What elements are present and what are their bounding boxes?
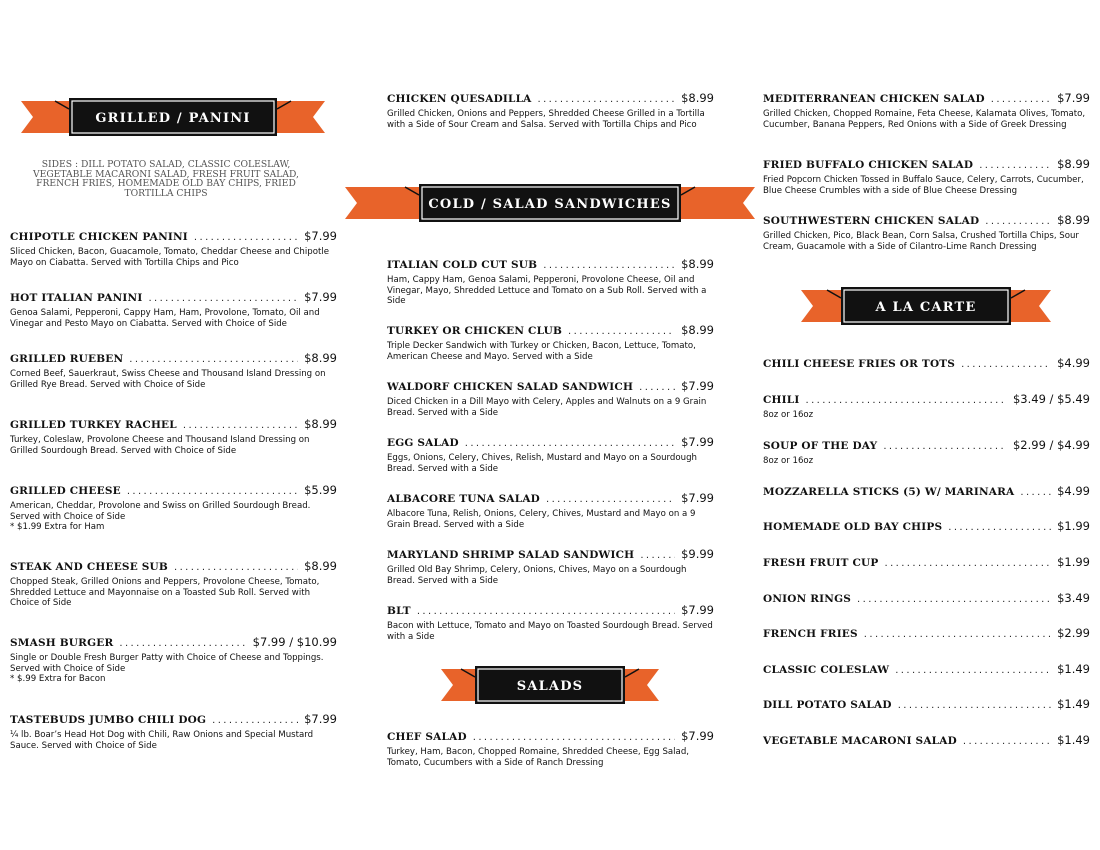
item-name: FRESH FRUIT CUP — [763, 557, 879, 569]
menu-item-header — [10, 290, 337, 304]
dot-leader — [991, 94, 1051, 105]
menu-item — [763, 733, 1090, 747]
item-description: Chopped Steak, Grilled Onions and Peppers, Provolone Cheese, Tomato, Shredded Lettuce and Mayonnaise on a Toasted Sub Roll. Served with Choice of Side — [10, 577, 320, 609]
menu-item-header — [10, 559, 337, 573]
menu-item-header — [387, 547, 714, 561]
item-name: TASTEBUDS JUMBO CHILI DOG — [10, 714, 207, 726]
item-name: CHILI — [763, 394, 800, 406]
menu-item-header — [763, 519, 1090, 533]
section-banner — [21, 97, 325, 137]
item-name: SOUP OF THE DAY — [763, 440, 878, 452]
dot-leader — [979, 160, 1051, 171]
item-name: CHEF SALAD — [387, 731, 467, 743]
dot-leader — [129, 354, 298, 365]
dot-leader — [546, 494, 675, 505]
item-description: Fried Popcorn Chicken Tossed in Buffalo Sauce, Celery, Carrots, Cucumber, Blue Cheese Crumbles with a side of Blue Cheese Dressing — [763, 175, 1084, 196]
menu-item — [763, 157, 1090, 196]
ribbon-graphic — [21, 97, 325, 137]
ribbon-right-tail — [1005, 290, 1051, 322]
dot-leader — [465, 438, 675, 449]
item-name: CHIPOTLE CHICKEN PANINI — [10, 231, 188, 243]
item-price: $9.99 — [681, 547, 714, 561]
dot-leader — [119, 638, 246, 649]
menu-item-header — [763, 392, 1090, 406]
menu-item-header — [387, 257, 714, 271]
menu-item — [10, 483, 337, 533]
menu-item — [387, 435, 714, 474]
dot-leader — [898, 700, 1051, 711]
menu-item — [763, 697, 1090, 711]
item-name: STEAK AND CHEESE SUB — [10, 561, 168, 573]
item-name: HOMEMADE OLD BAY CHIPS — [763, 521, 943, 533]
menu-item — [763, 626, 1090, 640]
menu-item — [387, 603, 714, 642]
dot-leader — [148, 293, 298, 304]
section-banner — [801, 286, 1051, 326]
item-price: $1.49 — [1057, 733, 1090, 747]
item-description: Bacon with Lettuce, Tomato and Mayo on Toasted Sourdough Bread. Served with a Side — [387, 621, 713, 642]
item-price: $7.99 — [304, 229, 337, 243]
item-description: Triple Decker Sandwich with Turkey or Chicken, Bacon, Lettuce, Tomato, American Cheese and Mayo. Served with a Side — [387, 341, 696, 362]
ribbon-graphic — [345, 183, 755, 223]
item-name: SMASH BURGER — [10, 637, 114, 649]
menu-item — [763, 555, 1090, 569]
menu-item — [763, 484, 1090, 498]
menu-item-header — [387, 491, 714, 505]
dot-leader — [473, 732, 675, 743]
dot-leader — [963, 736, 1051, 747]
item-price: $1.49 — [1057, 662, 1090, 676]
dot-leader — [961, 359, 1051, 370]
item-price: $1.99 — [1057, 555, 1090, 569]
item-price: $3.49 — [1057, 591, 1090, 605]
item-price: $7.99 — [681, 379, 714, 393]
dot-leader — [805, 395, 1006, 406]
item-price: $8.99 — [304, 417, 337, 431]
menu-item-header — [387, 323, 714, 337]
menu-item — [387, 323, 714, 362]
item-name: CLASSIC COLESLAW — [763, 664, 890, 676]
item-price: $8.99 — [304, 351, 337, 365]
section-banner — [345, 183, 755, 223]
item-description: Genoa Salami, Pepperoni, Cappy Ham, Ham, Provolone, Tomato, Oil and Vinegar and Pesto Mayo on Ciabatta. Served with Choice of Side — [10, 308, 320, 329]
dot-leader — [985, 216, 1051, 227]
item-name: MARYLAND SHRIMP SALAD SANDWICH — [387, 549, 635, 561]
menu-item — [387, 257, 714, 307]
menu-item — [763, 91, 1090, 130]
ribbon-graphic — [441, 665, 659, 705]
item-description: 8oz or 16oz — [763, 410, 814, 420]
item-description: Corned Beef, Sauerkraut, Swiss Cheese and Thousand Island Dressing on Grilled Rye Bread. Served with Choice of Side — [10, 369, 326, 390]
dot-leader — [183, 420, 298, 431]
menu-item — [763, 591, 1090, 605]
ribbon-right-tail — [271, 101, 325, 133]
menu-item-header — [10, 483, 337, 497]
item-description: Diced Chicken in a Dill Mayo with Celery, Apples and Walnuts on a 9 Grain Bread. Served with a Side — [387, 397, 707, 418]
item-name: GRILLED CHEESE — [10, 485, 121, 497]
dot-leader — [538, 94, 676, 105]
item-name: VEGETABLE MACARONI SALAD — [763, 735, 957, 747]
dot-leader — [1020, 487, 1051, 498]
item-price: $8.99 — [1057, 157, 1090, 171]
menu-item — [10, 290, 337, 329]
dot-leader — [568, 326, 675, 337]
item-note: * $.99 Extra for Bacon — [10, 674, 106, 685]
item-price: $8.99 — [681, 91, 714, 105]
item-description: Sliced Chicken, Bacon, Guacamole, Tomato, Cheddar Cheese and Chipotle Mayo on Ciabatta. Served with Tortilla Chips and Pico — [10, 247, 329, 268]
menu-item-header — [763, 213, 1090, 227]
item-description: Grilled Chicken, Onions and Peppers, Shredded Cheese Grilled in a Tortilla with a Side of Sour Cream and Salsa. Served with Tortilla Chips and Pico — [387, 109, 705, 130]
item-note: * $1.99 Extra for Ham — [10, 522, 105, 533]
menu-item-header — [10, 635, 337, 649]
menu-item-header — [763, 555, 1090, 569]
item-price: $2.99 / $4.99 — [1012, 438, 1090, 452]
item-description: Turkey, Ham, Bacon, Chopped Romaine, Shredded Cheese, Egg Salad, Tomato, Cucumbers with a Side of Ranch Dressing — [387, 747, 690, 768]
item-name: FRIED BUFFALO CHICKEN SALAD — [763, 159, 974, 171]
menu-item-header — [387, 729, 714, 743]
item-price: $4.99 — [1057, 356, 1090, 370]
item-price: $3.49 / $5.49 — [1012, 392, 1090, 406]
dot-leader — [543, 260, 675, 271]
menu-item-header — [763, 626, 1090, 640]
item-price: $4.99 — [1057, 484, 1090, 498]
dot-leader — [417, 606, 675, 617]
menu-item — [10, 417, 337, 456]
item-price: $7.99 — [681, 603, 714, 617]
menu-item-header — [763, 591, 1090, 605]
item-name: CHILI CHEESE FRIES OR TOTS — [763, 358, 956, 370]
item-description: 8oz or 16oz — [763, 456, 814, 466]
menu-item — [763, 356, 1090, 370]
item-name: TURKEY OR CHICKEN CLUB — [387, 325, 563, 337]
item-price: $8.99 — [681, 257, 714, 271]
item-description: Eggs, Onions, Celery, Chives, Relish, Mustard and Mayo on a Sourdough Bread. Served with a Side — [387, 453, 697, 474]
menu-item-header — [763, 697, 1090, 711]
menu-item-header — [387, 379, 714, 393]
dot-leader — [884, 558, 1051, 569]
menu-item — [763, 392, 1090, 421]
section-title: SALADS — [516, 679, 584, 694]
dot-leader — [864, 629, 1051, 640]
dot-leader — [857, 594, 1051, 605]
item-name: GRILLED TURKEY RACHEL — [10, 419, 177, 431]
menu-item-header — [763, 356, 1090, 370]
menu-item — [387, 91, 714, 130]
menu-item-header — [387, 435, 714, 449]
ribbon-left-tail — [801, 290, 847, 322]
menu-item-header — [763, 484, 1090, 498]
menu-item — [10, 559, 337, 609]
item-price: $7.99 — [681, 729, 714, 743]
menu-item-header — [10, 229, 337, 243]
menu-item-header — [763, 733, 1090, 747]
item-name: DILL POTATO SALAD — [763, 699, 892, 711]
item-price: $7.99 / $10.99 — [252, 635, 337, 649]
dot-leader — [895, 665, 1051, 676]
item-description: Grilled Chicken, Chopped Romaine, Feta Cheese, Kalamata Olives, Tomato, Cucumber, Banana Peppers, Red Onions with a Side of Greek Dressing — [763, 109, 1086, 130]
item-description: Grilled Chicken, Pico, Black Bean, Corn Salsa, Crushed Tortilla Chips, Sour Cream, Guacamole with a Side of Cilantro-Lime Ranch Dressing — [763, 231, 1079, 252]
menu-item — [387, 491, 714, 530]
item-price: $7.99 — [304, 290, 337, 304]
item-price: $7.99 — [681, 435, 714, 449]
item-description: Grilled Old Bay Shrimp, Celery, Onions, Chives, Mayo on a Sourdough Bread. Served with a Side — [387, 565, 687, 586]
menu-item-header — [763, 662, 1090, 676]
menu-item-header — [10, 417, 337, 431]
dot-leader — [127, 486, 298, 497]
item-price: $7.99 — [1057, 91, 1090, 105]
menu-item-header — [763, 438, 1090, 452]
menu-item-header — [387, 91, 714, 105]
section-banner — [441, 665, 659, 705]
menu-item — [387, 379, 714, 418]
section-title: GRILLED / PANINI — [95, 111, 251, 126]
item-name: MOZZARELLA STICKS (5) W/ MARINARA — [763, 486, 1015, 498]
item-price: $1.99 — [1057, 519, 1090, 533]
item-description: ¼ lb. Boar’s Head Hot Dog with Chili, Raw Onions and Special Mustard Sauce. Served with Choice of Side — [10, 730, 314, 751]
dot-leader — [194, 232, 298, 243]
menu-item — [763, 662, 1090, 676]
menu-item — [763, 438, 1090, 467]
ribbon-graphic — [801, 286, 1051, 326]
item-name: CHICKEN QUESADILLA — [387, 93, 532, 105]
item-price: $7.99 — [304, 712, 337, 726]
item-name: WALDORF CHICKEN SALAD SANDWICH — [387, 381, 634, 393]
item-name: EGG SALAD — [387, 437, 459, 449]
dot-leader — [639, 382, 675, 393]
menu-item — [387, 729, 714, 768]
item-description: Ham, Cappy Ham, Genoa Salami, Pepperoni, Provolone Cheese, Oil and Vinegar, Mayo, Shredded Lettuce and Tomato on a Sub Roll. Served with a Side — [387, 275, 707, 307]
item-price: $1.49 — [1057, 697, 1090, 711]
menu-item — [10, 229, 337, 268]
menu-item-header — [10, 712, 337, 726]
menu-item — [10, 635, 337, 685]
item-price: $2.99 — [1057, 626, 1090, 640]
menu-item-header — [763, 157, 1090, 171]
sides-note: SIDES : DILL POTATO SALAD, CLASSIC COLESLAW, VEGETABLE MACARONI SALAD, FRESH FRUIT SALAD, FRENCH FRIES, HOMEMADE OLD BAY CHIPS, FRIED TORTILLA CHIPS — [33, 159, 299, 199]
dot-leader — [174, 562, 298, 573]
menu-item-header — [387, 603, 714, 617]
dot-leader — [212, 715, 298, 726]
item-name: GRILLED RUEBEN — [10, 353, 124, 365]
menu-item-header — [763, 91, 1090, 105]
menu-item — [387, 547, 714, 586]
item-name: ALBACORE TUNA SALAD — [387, 493, 540, 505]
menu-item — [763, 519, 1090, 533]
menu-item — [10, 712, 337, 751]
menu-item — [763, 213, 1090, 252]
item-description: Turkey, Coleslaw, Provolone Cheese and Thousand Island Dressing on Grilled Sourdough Bread. Served with Choice of Side — [10, 435, 310, 456]
item-price: $8.99 — [681, 323, 714, 337]
dot-leader — [883, 441, 1007, 452]
section-title: COLD / SALAD SANDWICHES — [428, 197, 672, 212]
item-price: $8.99 — [304, 559, 337, 573]
dot-leader — [948, 522, 1051, 533]
item-price: $7.99 — [681, 491, 714, 505]
dot-leader — [640, 550, 675, 561]
item-name: FRENCH FRIES — [763, 628, 858, 640]
section-title: A LA CARTE — [875, 300, 977, 315]
item-description: American, Cheddar, Provolone and Swiss on Grilled Sourdough Bread. Served with Choice of Side — [10, 501, 311, 522]
item-name: SOUTHWESTERN CHICKEN SALAD — [763, 215, 980, 227]
item-name: MEDITERRANEAN CHICKEN SALAD — [763, 93, 985, 105]
ribbon-left-tail — [21, 101, 75, 133]
item-name: ONION RINGS — [763, 593, 852, 605]
item-description: Single or Double Fresh Burger Patty with Choice of Cheese and Toppings. Served with Choice of Side — [10, 653, 324, 674]
item-name: ITALIAN COLD CUT SUB — [387, 259, 538, 271]
item-name: BLT — [387, 605, 411, 617]
item-price: $8.99 — [1057, 213, 1090, 227]
item-price: $5.99 — [304, 483, 337, 497]
item-description: Albacore Tuna, Relish, Onions, Celery, Chives, Mustard and Mayo on a 9 Grain Bread. Served with a Side — [387, 509, 696, 530]
menu-item — [10, 351, 337, 390]
item-name: HOT ITALIAN PANINI — [10, 292, 143, 304]
menu-item-header — [10, 351, 337, 365]
